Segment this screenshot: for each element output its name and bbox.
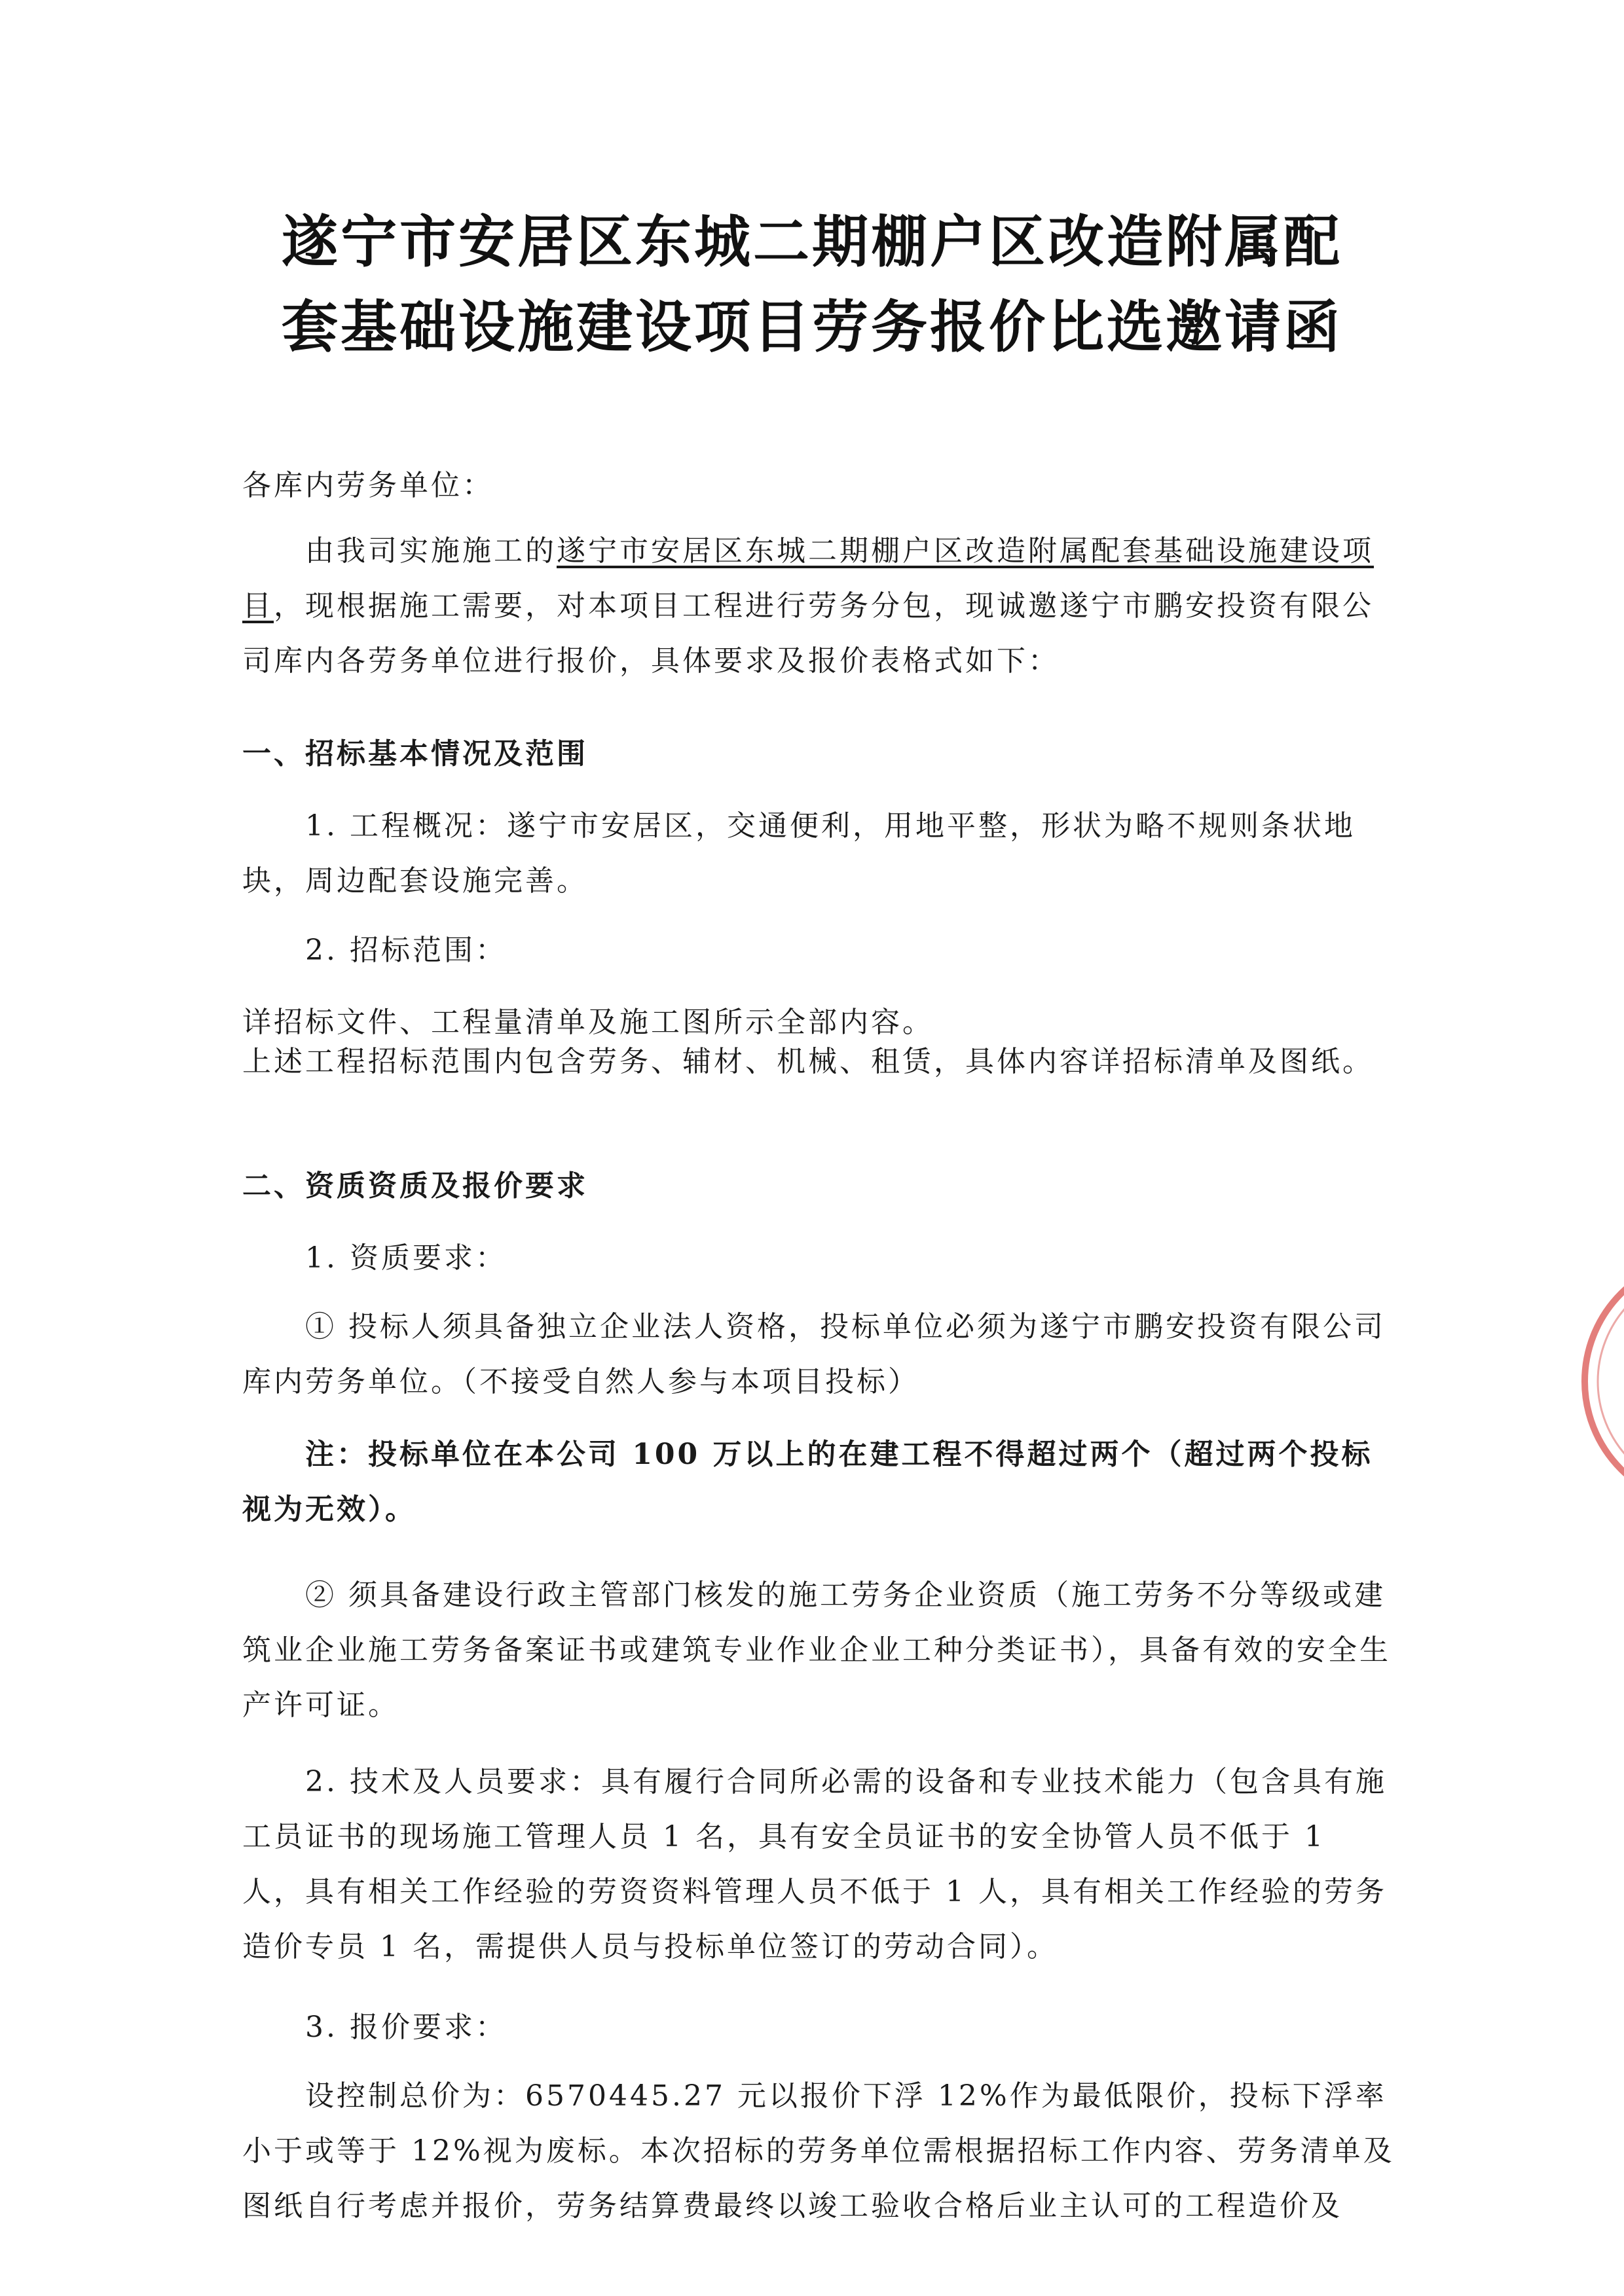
scope-line-1: 详招标文件、工程量清单及施工图所示全部内容。 [242, 1006, 934, 1039]
section-2-item-3-label: 3. 报价要求： [305, 2011, 507, 2044]
intro-paragraph [242, 524, 1395, 689]
scope-line-2: 上述工程招标范围内包含劳务、辅材、机械、租赁，具体内容详招标清单及图纸。 [242, 1045, 1374, 1078]
section-2-item-1-label: 1. 资质要求： [305, 1241, 507, 1275]
qualification-note: 注：投标单位在本公司 100 万以上的在建工程不得超过两个（超过两个投标视为无效）。 [242, 1438, 1373, 1526]
section-2-item-3-text: 设控制总价为：6570445.27 元以报价下浮 12%作为最低限价，投标下浮率小于或等于 12%视为废标。本次招标的劳务单位需根据招标工作内容、劳务清单及图纸自行考虑并报价，劳务结算费最终以竣工验收合格后业主认可的工程造价及 [242, 2079, 1395, 2223]
project-name: 遂宁市安居区东城二期棚户区改造附属配套基础设施建设项目 [242, 534, 1374, 623]
section-2-heading: 二、资质资质及报价要求 [242, 1169, 588, 1203]
document-title-line-1: 遂宁市安居区东城二期棚户区改造附属配 [282, 210, 1342, 275]
section-1-item-2-label: 2. 招标范围： [305, 934, 507, 967]
document-title-line-2: 套基础设施建设项目劳务报价比选邀请函 [282, 295, 1342, 360]
salutation: 各库内劳务单位： [242, 469, 494, 502]
section-1-heading: 一、招标基本情况及范围 [242, 737, 588, 771]
intro-prefix: 由我司实施施工的 [305, 534, 557, 568]
qualification-requirement-1: ① 投标人须具备独立企业法人资格，投标单位必须为遂宁市鹏安投资有限公司库内劳务单位。（不接受自然人参与本项目投标） [242, 1310, 1386, 1398]
section-1-item-1: 1. 工程概况：遂宁市安居区，交通便利，用地平整，形状为略不规则条状地块，周边配套设施完善。 [242, 809, 1356, 898]
qualification-requirement-2: ② 须具备建设行政主管部门核发的施工劳务企业资质（施工劳务不分等级或建筑业企业施工劳务备案证书或建筑专业作业企业工种分类证书），具备有效的安全生产许可证。 [242, 1578, 1391, 1722]
section-2-item-2: 2. 技术及人员要求：具有履行合同所必需的设备和专业技术能力（包含具有施工员证书的现场施工管理人员 1 名，具有安全员证书的安全协管人员不低于 1 人，具有相关工作经验的劳资资料管理人员不低于 1 人，具有相关工作经验的劳务造价专员 1 名，需提供人员与投标单位签订的劳动合同）。 [242, 1765, 1387, 1963]
intro-suffix: ，现根据施工需要，对本项目工程进行劳务分包，现诚邀遂宁市鹏安投资有限公司库内各劳务单位进行报价，具体要求及报价表格式如下： [242, 589, 1374, 678]
company-seal-icon [1559, 1244, 1624, 1519]
